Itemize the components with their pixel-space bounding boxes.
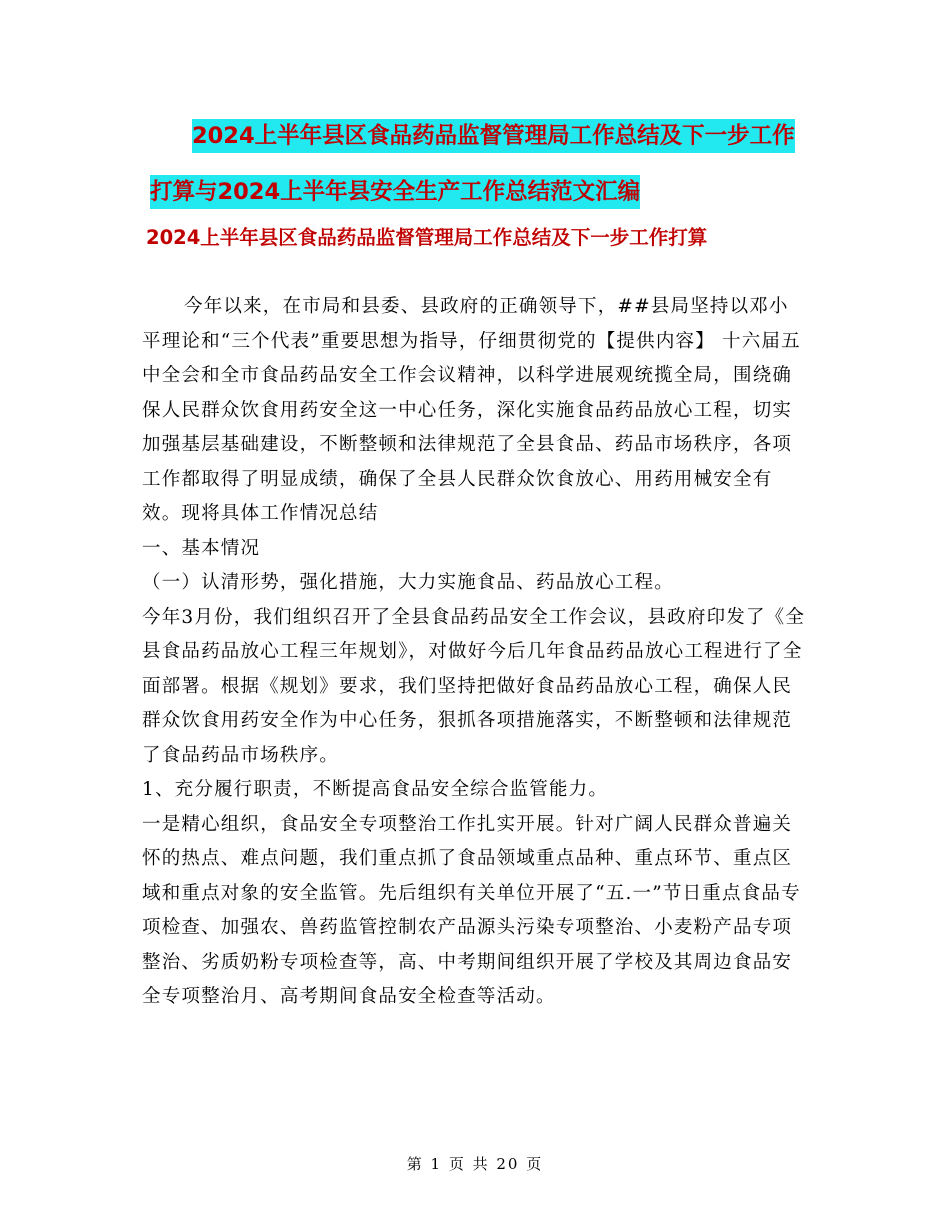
- section-heading-basic: 一、基本情况: [142, 537, 261, 559]
- section-title: 2024上半年县区食品药品监督管理局工作总结及下一步工作打算: [146, 226, 708, 249]
- paragraph-special-rectification: 一是精心组织，食品安全专项整治工作扎实开展。针对广阔人民群众普遍关怀的热点、难点问题，我们重点抓了食品领域重点品种、重点环节、重点区域和重点对象的安全监管。先后组织有关单位开展了“五.一”节日重点食品专项检查、加强农、兽药监管控制农产品源头污染专项整治、小麦粉产品专项整治、劣质奶粉专项检查等，高、中考期间组织开展了学校及其周边食品安全专项整治月、高考期间食品安全检查等活动。: [142, 813, 801, 1007]
- main-title-text: 2024上半年县区食品药品监督管理局工作总结及下一步工作打算与2024上半年县安全生产工作总结范文汇编: [150, 119, 795, 209]
- document-main-title: [150, 108, 810, 220]
- page-footer: 第 1 页 共 20 页: [406, 1155, 544, 1173]
- intro-paragraph: 今年以来，在市局和县委、县政府的正确领导下，##县局坚持以邓小平理论和“三个代表”重要思想为指导，仔细贯彻党的【提供内容】 十六届五中全会和全市食品药品安全工作会议精神，以科学进展观统揽全局，围绕确保人民群众饮食用药安全这一中心任务，深化实施食品药品放心工程，切实加强基层基础建设，不断整顿和法律规范了全县食品、药品市场秩序，各项工作都取得了明显成绩，确保了全县人民群众饮食放心、用药用械安全有效。现将具体工作情况总结: [142, 296, 801, 524]
- paragraph-march-meeting: 今年3月份，我们组织召开了全县食品药品安全工作会议，县政府印发了《全县食品药品放心工程三年规划》，对做好今后几年食品药品放心工程进行了全面部署。根据《规划》要求，我们坚持把做好食品药品放心工程，确保人民群众饮食用药安全作为中心任务，狠抓各项措施落实，不断整顿和法律规范了食品药品市场秩序。: [142, 606, 806, 766]
- document-body: [142, 290, 808, 1015]
- item-heading-1: 1、充分履行职责，不断提高食品安全综合监管能力。: [142, 779, 609, 800]
- subsection-heading-1: （一）认清形势，强化措施，大力实施食品、药品放心工程。: [142, 572, 674, 593]
